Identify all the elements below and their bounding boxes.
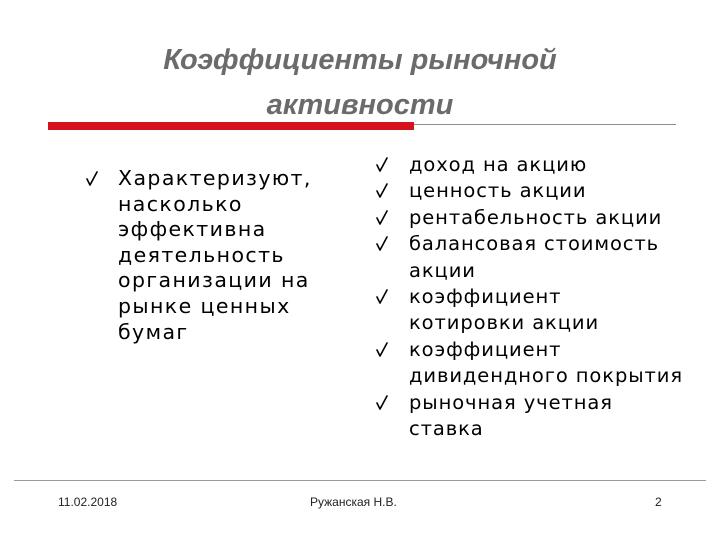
footer-author: Ружанская Н.В. — [310, 495, 397, 509]
list-item-line: коэффициент — [409, 285, 562, 309]
list-item — [376, 205, 720, 231]
list-item — [86, 166, 346, 345]
list-item-line: организации на — [118, 268, 310, 293]
list-item-line: коэффициент — [409, 337, 562, 361]
list-item-line: рыночная учетная — [409, 390, 613, 414]
check-mark-icon — [86, 168, 98, 188]
footer-date: 11.02.2018 — [58, 495, 118, 509]
title-accent-bar — [48, 122, 414, 130]
slide-title-line-1: Коэффициенты рыночной — [163, 44, 557, 76]
right-column — [376, 152, 720, 442]
list-item-line: эффективна — [118, 217, 267, 242]
list-item-line: бумаг — [118, 319, 189, 344]
list-item — [376, 152, 720, 178]
list-item-line: рентабельность акции — [409, 205, 663, 229]
slide-title — [40, 38, 680, 128]
list-item — [376, 390, 720, 443]
list-item — [376, 178, 720, 204]
list-item-line: доход на акцию — [409, 153, 588, 176]
list-item-line: дивидендного покрытия — [409, 364, 683, 388]
list-item-line: ценность акции — [409, 179, 587, 203]
list-item-line: насколько — [118, 191, 243, 216]
check-mark-icon — [376, 392, 388, 412]
page-number: 2 — [655, 495, 662, 509]
check-mark-icon — [376, 154, 388, 174]
list-item-line: рынке ценных — [118, 293, 291, 318]
list-item — [376, 231, 720, 284]
check-mark-icon — [376, 339, 388, 359]
list-item — [376, 337, 720, 390]
check-mark-icon — [376, 207, 388, 227]
list-item-line: Характеризуют, — [118, 166, 312, 190]
list-item-line: котировки акции — [409, 311, 600, 335]
left-column — [86, 166, 346, 345]
list-item-line: акции — [409, 258, 476, 282]
check-mark-icon — [376, 233, 388, 253]
list-item-line: деятельность — [118, 242, 285, 267]
footer-divider — [14, 480, 706, 481]
check-mark-icon — [376, 180, 388, 200]
slide-title-line-2: активности — [266, 89, 454, 121]
list-item-line: ставка — [409, 417, 484, 441]
list-item-line: балансовая стоимость — [409, 232, 660, 256]
list-item — [376, 284, 720, 337]
check-mark-icon — [376, 286, 388, 306]
